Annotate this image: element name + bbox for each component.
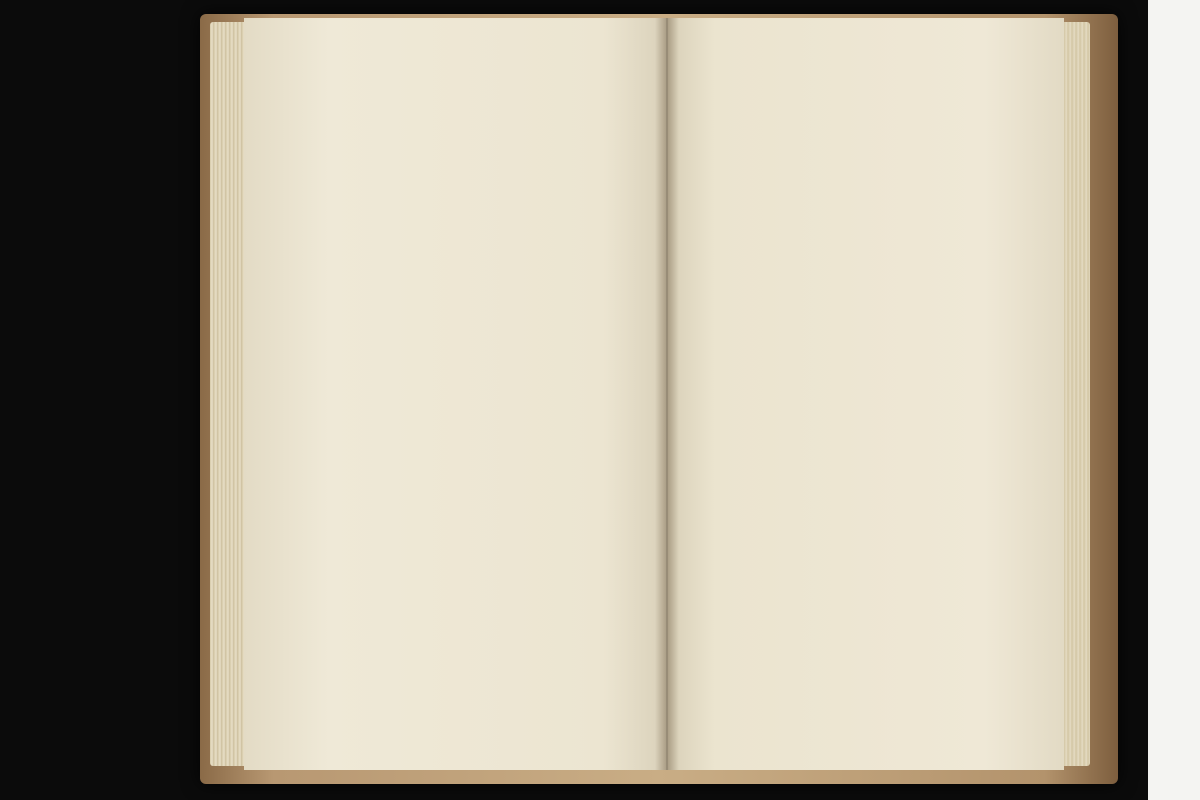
- left-running-head: [368, 76, 390, 91]
- left-page: [244, 18, 667, 770]
- right-catchword: [719, 128, 995, 145]
- right-running-head: [777, 76, 831, 91]
- measuring-ruler: [1148, 0, 1200, 800]
- book-gutter: [655, 18, 679, 770]
- page-edges-left: [210, 22, 246, 766]
- left-text-column: [354, 118, 619, 138]
- right-text-column: [719, 118, 995, 145]
- right-page: [667, 18, 1064, 770]
- left-catchword: [354, 121, 619, 138]
- page-edges-right: [1062, 22, 1090, 766]
